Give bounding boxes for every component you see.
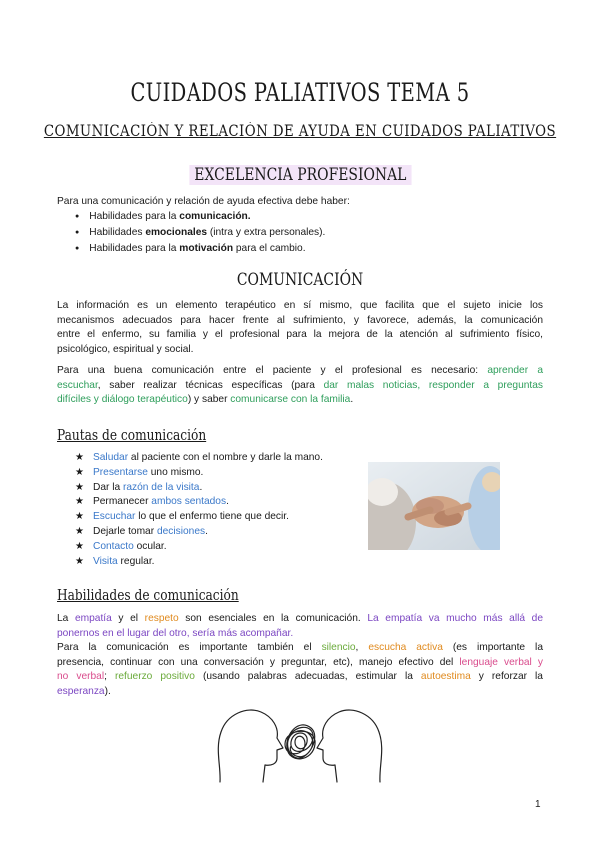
list-item: ★ Permanecer ambos sentados.: [75, 495, 323, 510]
intro-text: Para una comunicación y relación de ayuda efectiva debe haber:: [57, 196, 350, 207]
right-head-outline: [317, 710, 382, 782]
list-item: ● Habilidades emocionales (intra y extra personales).: [75, 225, 325, 241]
heads-illustration: [215, 704, 385, 786]
paragraph-informacion: La información es un elemento terapéutico en sí mismo, que facilita que el sujeto inicie los mecanismos adecuados para hacer frente al sufrimiento, y favorece, además, la comunicación entre el enfermo, su familia y el profesional para la mejora de la atención al sufrimiento físico, psicológico, espiritual y social.: [57, 300, 543, 355]
list-item: ★ Contacto ocular.: [75, 540, 323, 555]
section-heading-excelencia: EXCELENCIA PROFESIONAL: [0, 165, 600, 185]
page-number: 1: [535, 799, 541, 810]
paragraph-necesario: Para una buena comunicación entre el paciente y el profesional es necesario: aprender a escuchar, saber realizar técnicas específicas (para dar malas noticias, responder a preguntas difíciles y diálogo terapéutico) y saber comunicarse con la familia.: [57, 365, 543, 406]
list-item: ★ Dar la razón de la visita.: [75, 481, 323, 496]
list-item: ★ Dejarle tomar decisiones.: [75, 525, 323, 540]
subheading-pautas: Pautas de comunicación: [57, 428, 207, 444]
page-subtitle: COMUNICACIÓN Y RELACIÓN DE AYUDA EN CUIDADOS PALIATIVOS: [43, 122, 557, 140]
list-item: ★ Presentarse uno mismo.: [75, 466, 323, 481]
page-title: CUIDADOS PALIATIVOS TEMA 5: [130, 78, 470, 107]
left-head-outline: [218, 710, 283, 782]
list-item: ★ Visita regular.: [75, 555, 323, 570]
list-item: ● Habilidades para la motivación para el cambio.: [75, 241, 325, 257]
skills-list: [75, 209, 325, 257]
section-heading-comunicacion: COMUNICACIÓN: [236, 270, 364, 290]
paragraph-habilidades: La empatía y el respeto son esenciales en la comunicación. La empatía va mucho más allá de ponernos en el lugar del otro, sería más acompañar. Para la comunicación es importante también el silencio, escucha activa (es importante la presencia, continuar con una conversación y preguntar, etc), manejo efectivo del lenguaje verbal y no verbal; refuerzo positivo (usando palabras adecuadas, estimular la autoestima y reforzar la esperanza).: [57, 613, 543, 697]
hands-photo: [368, 462, 500, 550]
pautas-list: [75, 451, 323, 569]
list-item: ● Habilidades para la comunicación.: [75, 209, 325, 225]
tangled-thoughts: [285, 725, 315, 759]
subheading-habilidades: Habilidades de comunicación: [57, 588, 239, 604]
list-item: ★ Saludar al paciente con el nombre y darle la mano.: [75, 451, 323, 466]
list-item: ★ Escuchar lo que el enfermo tiene que decir.: [75, 510, 323, 525]
